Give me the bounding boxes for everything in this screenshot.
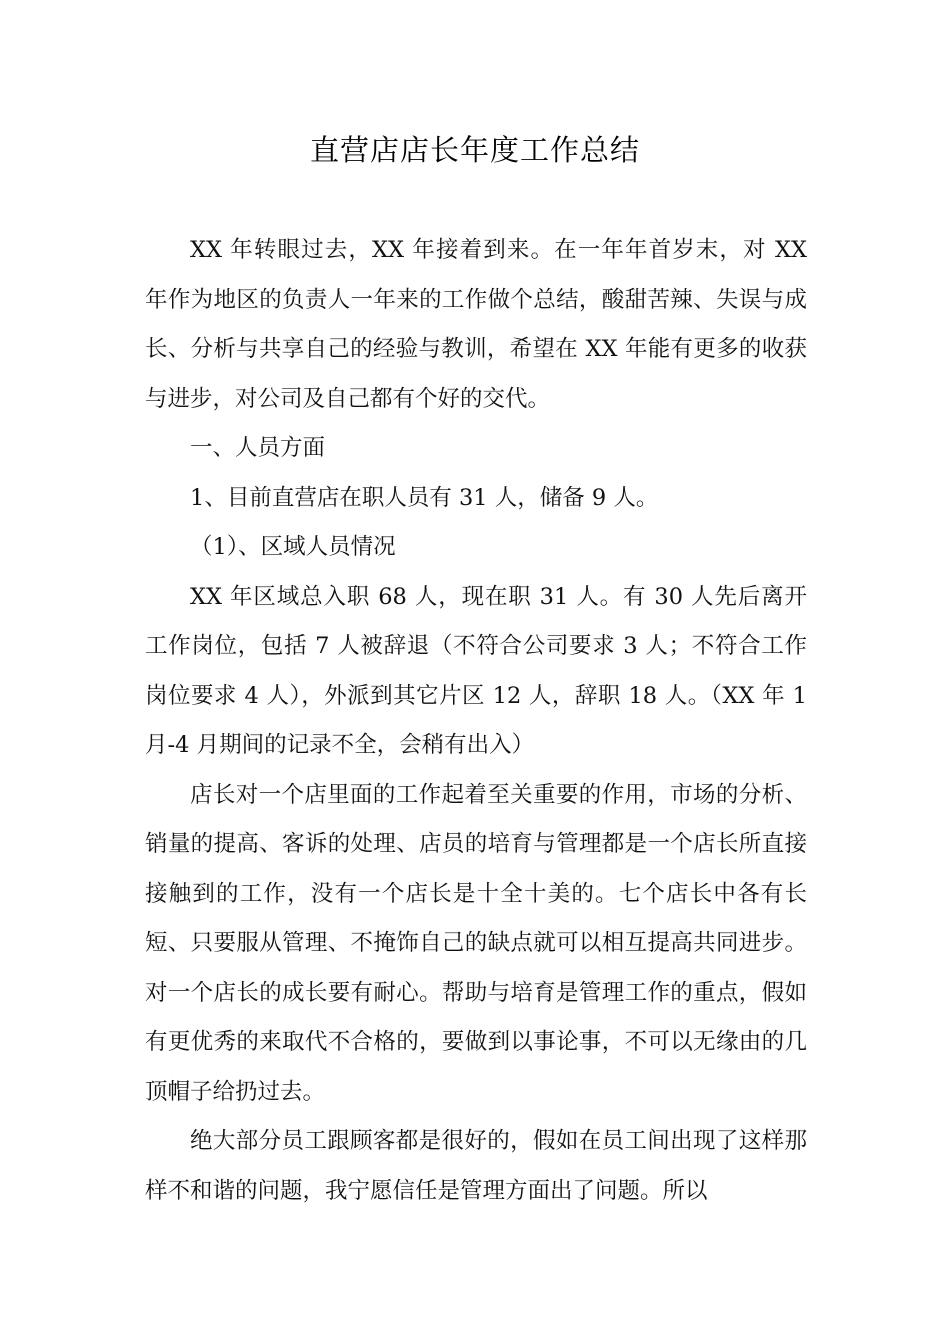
subsection-heading-regional-staff: （1）、区域人员情况 bbox=[190, 534, 396, 560]
document-title: 直营店店长年度工作总结 bbox=[309, 133, 640, 167]
paragraph-store-manager-role: 店长对一个店里面的工作起着至关重要的作用，市场的分析、销量的提高、客诉的处理、店员的培育与管理都是一个店长所直接接触到的工作，没有一个店长是十全十美的。七个店长中各有长短、只要服从管理、不掩饰自己的缺点就可以相互提高共同进步。对一个店长的成长要有耐心。帮助与培育是管理工作的重点，假如有更优秀的来取代不合格的，要做到以事论事，不可以无缘由的几顶帽子给扔过去。 bbox=[145, 781, 807, 1105]
document-body bbox=[145, 226, 807, 1216]
paragraph-staff-harmony: 绝大部分员工跟顾客都是很好的，假如在员工间出现了这样那样不和谐的问题，我宁愿信任是管理方面出了问题。所以 bbox=[145, 1128, 807, 1204]
paragraph-regional-staff: XX 年区域总入职 68 人，现在职 31 人。有 30 人先后离开工作岗位，包括 7 人被辞退（不符合公司要求 3 人；不符合工作岗位要求 4 人），外派到其它片区 12 人，辞职 18 人。（XX 年 1 月-4 月期间的记录不全，会稍有出入） bbox=[145, 583, 807, 758]
paragraph-intro: XX 年转眼过去，XX 年接着到来。在一年年首岁末，对 XX 年作为地区的负责人一年来的工作做个总结，酸甜苦辣、失误与成长、分析与共享自己的经验与教训，希望在 XX 年能有更多的收获与进步，对公司及自己都有个好的交代。 bbox=[145, 237, 807, 412]
section-heading-personnel: 一、人员方面 bbox=[190, 435, 326, 461]
paragraph-staff-count: 1、目前直营店在职人员有 31 人，储备 9 人。 bbox=[190, 484, 659, 511]
